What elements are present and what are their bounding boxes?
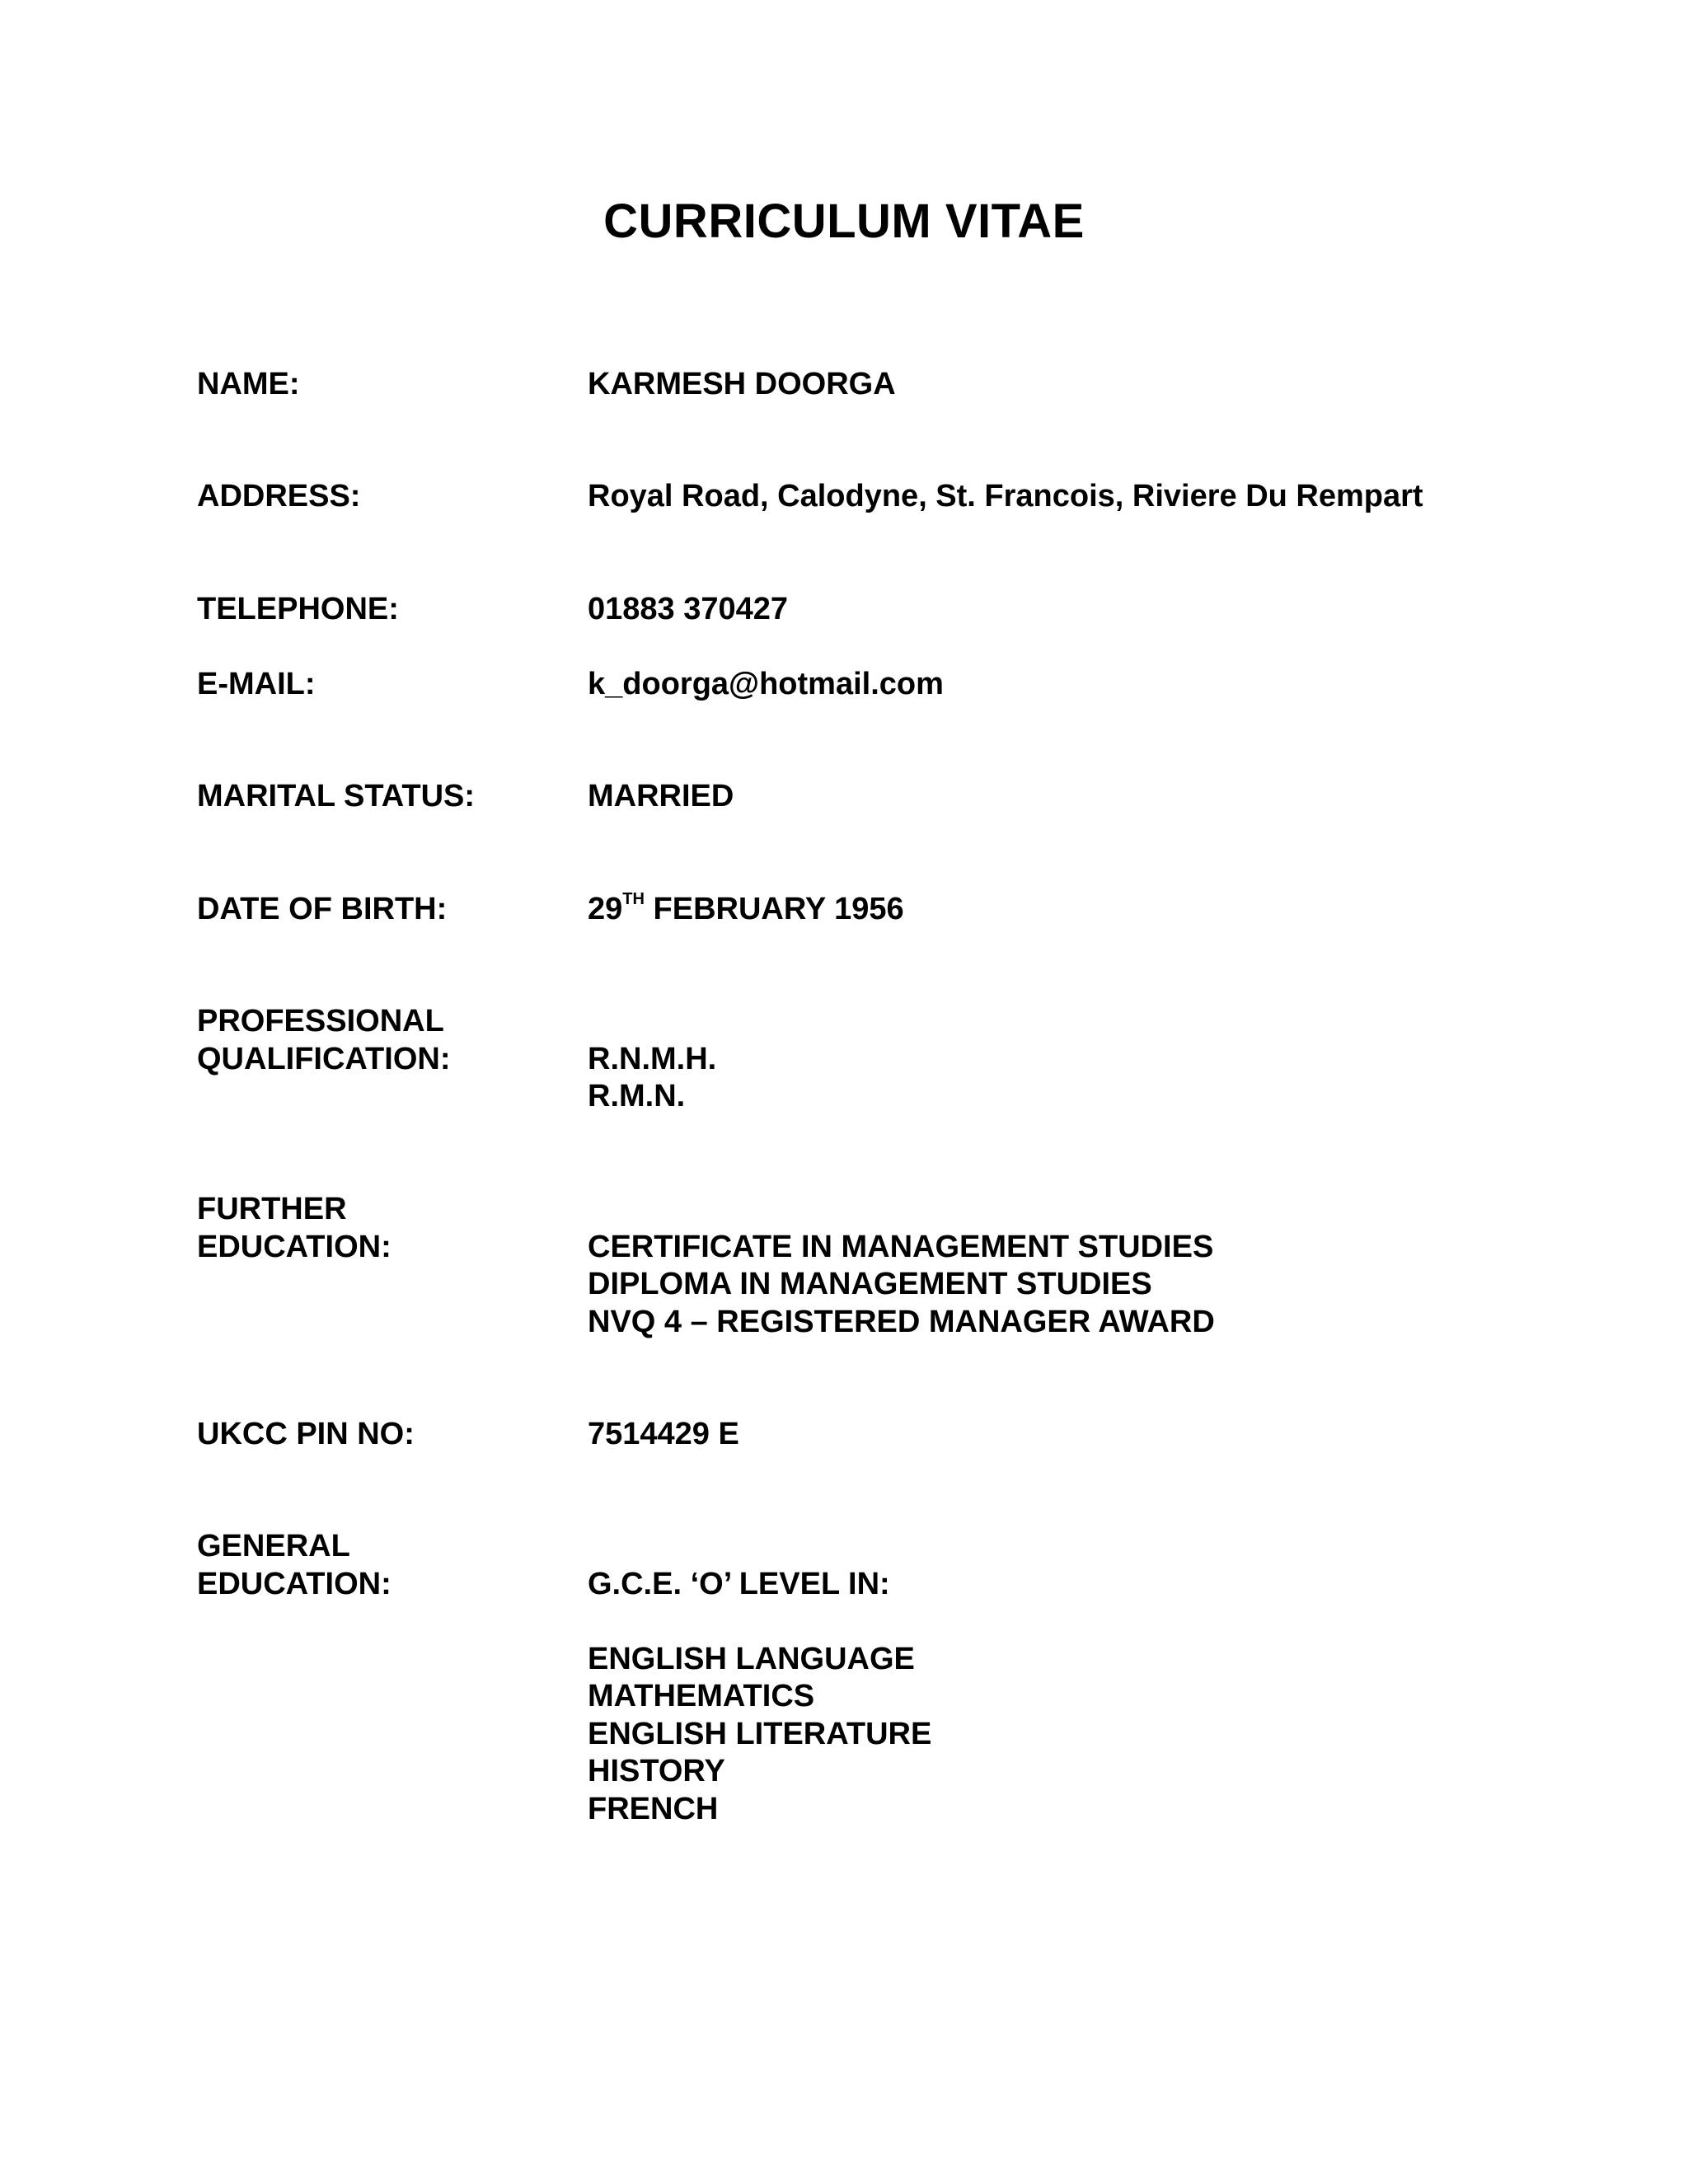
telephone-label: TELEPHONE: (197, 592, 399, 626)
name-value: KARMESH DOORGA (588, 367, 896, 401)
subject-item: MATHEMATICS (588, 1679, 815, 1713)
marital-status-value: MARRIED (588, 779, 734, 813)
subject-item: HISTORY (588, 1754, 725, 1788)
further-education-label-line2: EDUCATION: (197, 1230, 392, 1264)
subject-item: FRENCH (588, 1792, 719, 1826)
professional-qualification-label-line2: QUALIFICATION: (197, 1042, 451, 1076)
further-education-item: DIPLOMA IN MANAGEMENT STUDIES (588, 1267, 1152, 1301)
subject-item: ENGLISH LITERATURE (588, 1717, 932, 1751)
ukcc-pin-label: UKCC PIN NO: (197, 1417, 415, 1451)
marital-status-label: MARITAL STATUS: (197, 779, 476, 813)
telephone-value: 01883 370427 (588, 592, 789, 626)
professional-qualification-label-line1: PROFESSIONAL (197, 1004, 444, 1038)
dob-day: 29 (588, 892, 623, 926)
further-education-item: NVQ 4 – REGISTERED MANAGER AWARD (588, 1305, 1215, 1339)
address-label: ADDRESS: (197, 479, 361, 513)
email-value: k_doorga@hotmail.com (588, 667, 944, 701)
date-of-birth-value (588, 890, 904, 928)
general-education-label-line1: GENERAL (197, 1529, 350, 1563)
email-label: E-MAIL: (197, 667, 316, 701)
ukcc-pin-value: 7514429 E (588, 1417, 739, 1451)
general-education-heading: G.C.E. ‘O’ LEVEL IN: (588, 1567, 890, 1601)
dob-day-suffix: TH (622, 890, 645, 909)
name-label: NAME: (197, 367, 300, 401)
qualification-item: R.M.N. (588, 1079, 686, 1113)
further-education-label-line1: FURTHER (197, 1192, 347, 1226)
dob-month-year: FEBRUARY 1956 (644, 892, 904, 926)
address-value: Royal Road, Calodyne, St. Francois, Riviere Du Rempart (588, 479, 1423, 513)
qualification-item: R.N.M.H. (588, 1042, 717, 1076)
further-education-item: CERTIFICATE IN MANAGEMENT STUDIES (588, 1230, 1214, 1264)
general-education-label-line2: EDUCATION: (197, 1567, 392, 1601)
page-title: CURRICULUM VITAE (603, 194, 1085, 248)
date-of-birth-label: DATE OF BIRTH: (197, 892, 448, 926)
subject-item: ENGLISH LANGUAGE (588, 1642, 915, 1676)
